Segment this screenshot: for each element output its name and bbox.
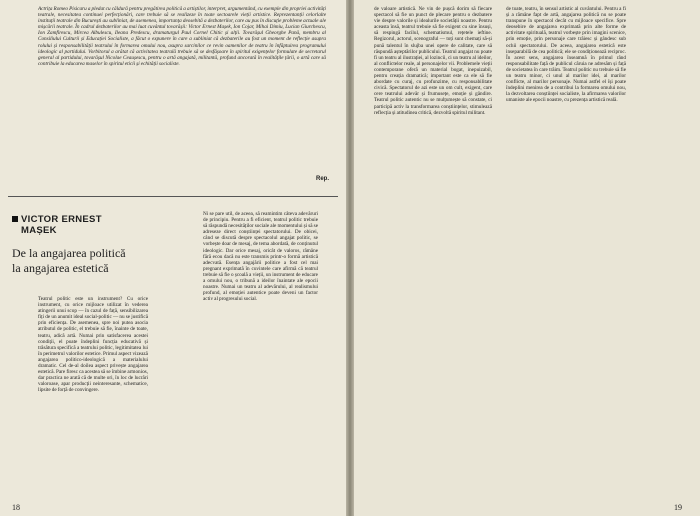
title-line-1: De la angajarea politică bbox=[12, 246, 126, 260]
title-line-2: la angajarea estetică bbox=[12, 261, 109, 275]
bullet-square-icon bbox=[12, 216, 18, 222]
book-gutter bbox=[346, 0, 354, 516]
right-page bbox=[354, 0, 700, 516]
article-author bbox=[12, 214, 102, 236]
intro-paragraph: Actrița Romeo Pisicaru a pledat cu căldură pentru pregătirea politică a artiștilor, interpret, argumentând, cu exemple din propriei activități teatrale, necesitatea continuei perfecționări, care trebuie să se realizeze în toate sectoarele vieții artistice. Reprezentanții celorlalte instituții teatrale din București au subliniat, de asemenea, importanța deosebită a dezbaterilor, care au pus în discuție probleme actuale ale mișcării teatrale. În cadrul dezbaterilor au mai luat cuvântul tovarășii: Victor Ernest Mașek, Ion Cojar, Mihai Dimiu, Lucian Giurchescu, Ion Zamfirescu, Mircea Albulescu, Ileana Predescu, dramaturgul Paul Cornel Chitic și alții. Tovarășul Gheorghe Pană, membru al Consiliului Culturii și Educației Socialiste, a făcut o expunere în care a subliniat că dezbaterile au fost un moment de reflecție asupra rolului și responsabilității teatrului în formarea omului nou, asupra sarcinilor ce revin oamenilor de teatru în înfăptuirea programului ideologic al partidului. Vorbitorul a arătat că activitatea teatrală trebuie să se desfășoare în spiritul exigențelor formulate de secretarul general al partidului, tovarășul Nicolae Ceaușescu, pentru o artă angajată, militantă, profund ancorată în realitățile țării, o artă care să contribuie la educarea maselor în spiritul eticii și echității socialiste. bbox=[38, 6, 326, 67]
section-divider bbox=[8, 196, 338, 197]
left-column-2: Ni se pare util, de aceea, să reamintim câteva adevăruri de principiu. Pentru a fi eficient, teatrul politic trebuie să răspundă necesităților sociale ale momentului și să se adreseze direct conștiinței spectatorului. De obicei, când se discută despre spectacolul angajat politic, se vorbește doar de mesaj, de tema abordată, de conținutul ideologic. Dar orice mesaj, oricât de valoros, rămâne fără ecou dacă nu este transmis printr-o formă artistică adecvată. Esența angajării politice a fost cel mai pregnant exprimată în cuvintele care afirmă că teatrul trebuie să fie o școală a vieții, un instrument de educare a omului nou, o tribună a ideilor înaintate ale epocii noastre. Numai un teatru al adevărului, al realismului profund, al emoției autentice poate deveni un factor activ al progresului social. bbox=[203, 211, 318, 303]
page-number-left: 18 bbox=[12, 503, 20, 512]
left-page bbox=[0, 0, 346, 516]
author-first-line: VICTOR ERNEST bbox=[21, 214, 102, 225]
article-title bbox=[12, 246, 177, 276]
right-column-2: de toate, teatru, în sensul artistic al cuvântului. Pentru a fi și a rămâne fapt de artă, angajarea politică nu se poate transpune în spectacol decât cu mijloace specifice. Spre deosebire de angajarea exprimată prin alte forme de activitate spirituală, teatrul vorbește prin imagini scenice, prin emoție, prin personaje care trăiesc și gândesc sub ochii spectatorului. De aceea, angajarea estetică este inseparabilă de cea politică; ele se condiționează reciproc. În acest sens, angajarea înseamnă în primul rând responsabilitate față de publicul căruia ne adresăm și față de societatea în care trăim. Teatrul politic nu trebuie să fie un teatru minor, ci unul al marilor idei, al marilor conflicte, al marilor personaje. Numai astfel el își poate îndeplini menirea de a contribui la formarea omului nou, la dezvoltarea conștiinței socialiste, la afirmarea valorilor umaniste ale epocii noastre, cu prezența artistică reală. bbox=[506, 6, 626, 104]
report-signature: Rep. bbox=[316, 176, 330, 182]
left-column-1: Teatrul politic este un instrument? Cu orice instrument, cu orice mijloace utilizat în vederea atingerii unui scop — în cazul de față, sensibilizarea fiți de un anumit ideal social-politic — nu se justifică prin eficiența. De asemenea, spre noi putea asocia atributul de politic, el trebuie să fie, înainte de toate, teatru, adică artă. Numai prin satisfacerea acestei condiții, el poate îndeplini funcția educativă și trăsătura specifică a teatrului politic, legitimitatea lui în perimetrul valorilor estetice. Primul aspect vizează angajarea politico-ideologică a materialului dramatic. Cel de-al doilea aspect privește angajarea estetică. Pare firesc ca acestea să se îmbine armonios, dar practica ne arată că de multe ori, în loc de lucrări valoroase, apar producții neinteresante, schematice, lipsite de forță de convingere. bbox=[38, 296, 148, 394]
page-number-right: 19 bbox=[674, 503, 682, 512]
author-second-line: MAȘEK bbox=[21, 225, 57, 236]
right-column-1: de valoare artistică. Ne vin de pușcă dorim să fiecare spectacol să fie un punct de plecare pentru o dezbatere vie despre valorile și idealurile societății noastre. Pentru aceasta însă, teatrul trebuie să fie exigent cu sine însuși, să respingă facilul, schematismul, rețetele ieftine. Regizorul, actorul, scenograful — toți sunt chemați să-și pună talentul în slujba unei opere de calitate, care să răspundă așteptărilor publicului. Teatrul angajat nu poate fi un teatru al ilustrației, al lozincii, ci un teatru al ideilor, al conflictelor reale, al personajelor vii. Problemele vieții contemporane oferă un material bogat, inepuizabil, pentru creația dramatică; important este ca ele să fie abordate cu curaj, cu profunzime, cu responsabilitate civică. Spectatorul de azi este un om cult, exigent, care cere teatrului adevăr și frumusețe, emoție și gândire. Teatrul politic autentic nu se mulțumește să constate, ci participă activ la transformarea conștiințelor, stimulează reflecția și atitudinea critică, dezvoltă spiritul militant. bbox=[374, 6, 492, 116]
